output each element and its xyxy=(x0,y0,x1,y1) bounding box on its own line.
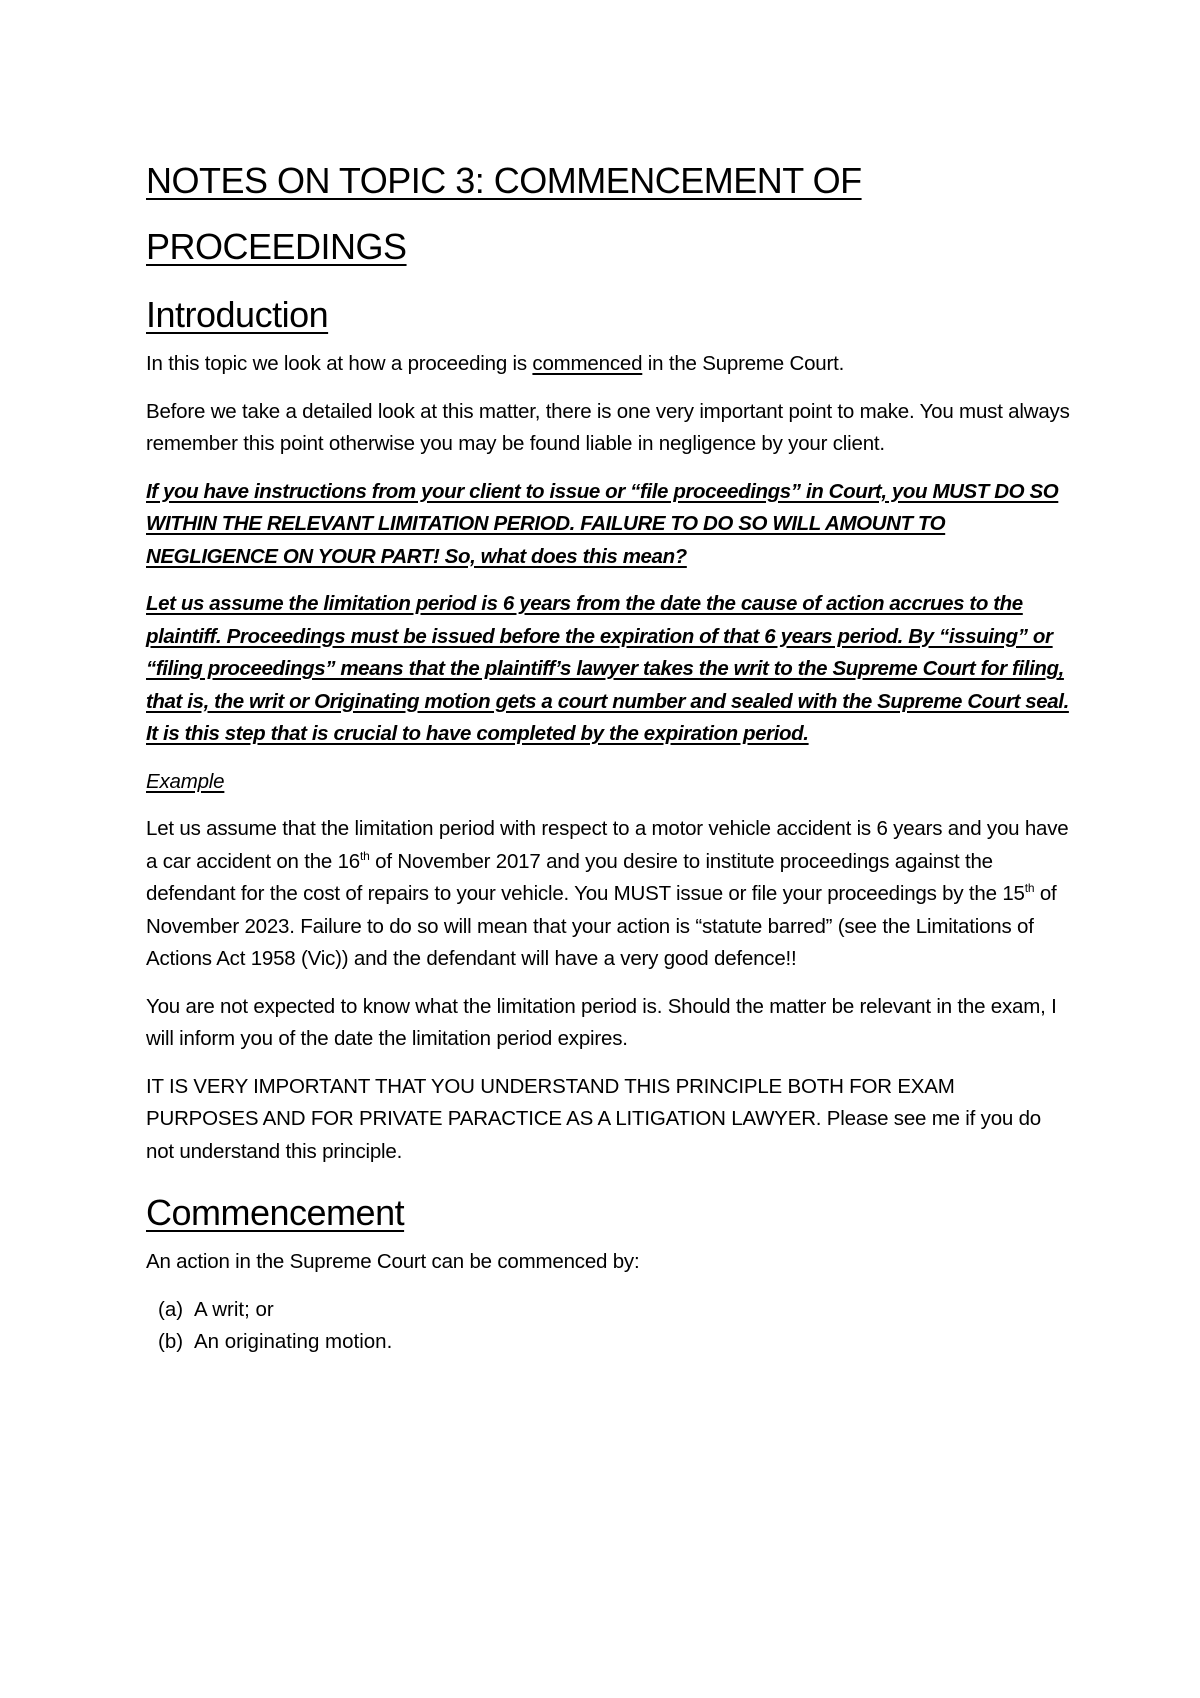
intro-text-after: in the Supreme Court. xyxy=(642,352,845,375)
commencement-heading: Commencement xyxy=(146,1192,405,1233)
example-text-part-1: Let us assume that the limitation period with respect to a motor vehicle accident is 6 years and you have a car accident on the 16 xyxy=(146,817,1069,873)
list-item-text: A writ; or xyxy=(194,1297,274,1321)
title-line-1: NOTES ON TOPIC 3: COMMENCEMENT OF xyxy=(146,160,862,201)
commenced-underlined-word: commenced xyxy=(532,352,643,375)
intro-paragraph xyxy=(146,348,1071,381)
list-marker: (a) xyxy=(158,1297,184,1321)
commencement-methods-list xyxy=(158,1294,1071,1359)
example-label-text: Example xyxy=(146,769,225,793)
limitation-warning-paragraph: If you have instructions from your client to issue or “file proceedings” in Court, you MUST DO SO WITHIN THE RELEVANT LIMITATION PERIOD. FAILURE TO DO SO WILL AMOUNT TO NEGLIGENCE ON YOUR PART! So, what does this mean? xyxy=(146,479,1059,568)
list-item-text: An originating motion. xyxy=(194,1330,393,1353)
introduction-heading: Introduction xyxy=(146,294,329,335)
limitation-assumption-paragraph: Let us assume the limitation period is 6 years from the date the cause of action accrues to the plaintiff. Proceedings must be issued before the expiration of that 6 years period. By “issuing” or “filing proceedings” means that the plaintiff’s lawyer takes the writ to the Supreme Court for filing, that is, the writ or Originating motion gets a court number and sealed with the Supreme Court seal. It is this step that is crucial to have completed by the expiration period. xyxy=(146,592,1069,745)
document-page xyxy=(146,148,1071,1359)
intro-text-before: In this topic we look at how a proceeding is xyxy=(146,352,533,375)
list-item xyxy=(158,1326,1071,1359)
document-title xyxy=(146,148,1071,280)
ordinal-suffix: th xyxy=(360,848,370,863)
title-line-2: PROCEEDINGS xyxy=(146,226,407,267)
important-point-paragraph: Before we take a detailed look at this matter, there is one very important point to make. You must always remember this point otherwise you may be found liable in negligence by your client. xyxy=(146,399,1070,455)
ordinal-suffix: th xyxy=(1024,881,1035,895)
list-item xyxy=(158,1294,1071,1327)
example-text-part-2: of November 2017 and you desire to institute proceedings against the defendant for the cost of repairs to your vehicle. You MUST issue or file your proceedings by the 15 xyxy=(146,849,1025,905)
example-paragraph xyxy=(146,813,1071,976)
very-important-paragraph: IT IS VERY IMPORTANT THAT YOU UNDERSTAND THIS PRINCIPLE BOTH FOR EXAM PURPOSES AND FOR PRIVATE PARACTICE AS A LITIGATION LAWYER. Please see me if you do not understand this principle. xyxy=(146,1074,1041,1163)
commencement-intro: An action in the Supreme Court can be commenced by: xyxy=(146,1250,640,1273)
not-expected-paragraph: You are not expected to know what the limitation period is. Should the matter be relevant in the exam, I will inform you of the date the limitation period expires. xyxy=(146,994,1057,1050)
example-text-part-3: of November 2023. Failure to do so will mean that your action is “statute barred” (see the Limitations of Actions Act 1958 (Vic)) and the defendant will have a very good defence!! xyxy=(146,882,1057,970)
example-label xyxy=(146,766,1071,799)
list-marker: (b) xyxy=(158,1330,184,1353)
